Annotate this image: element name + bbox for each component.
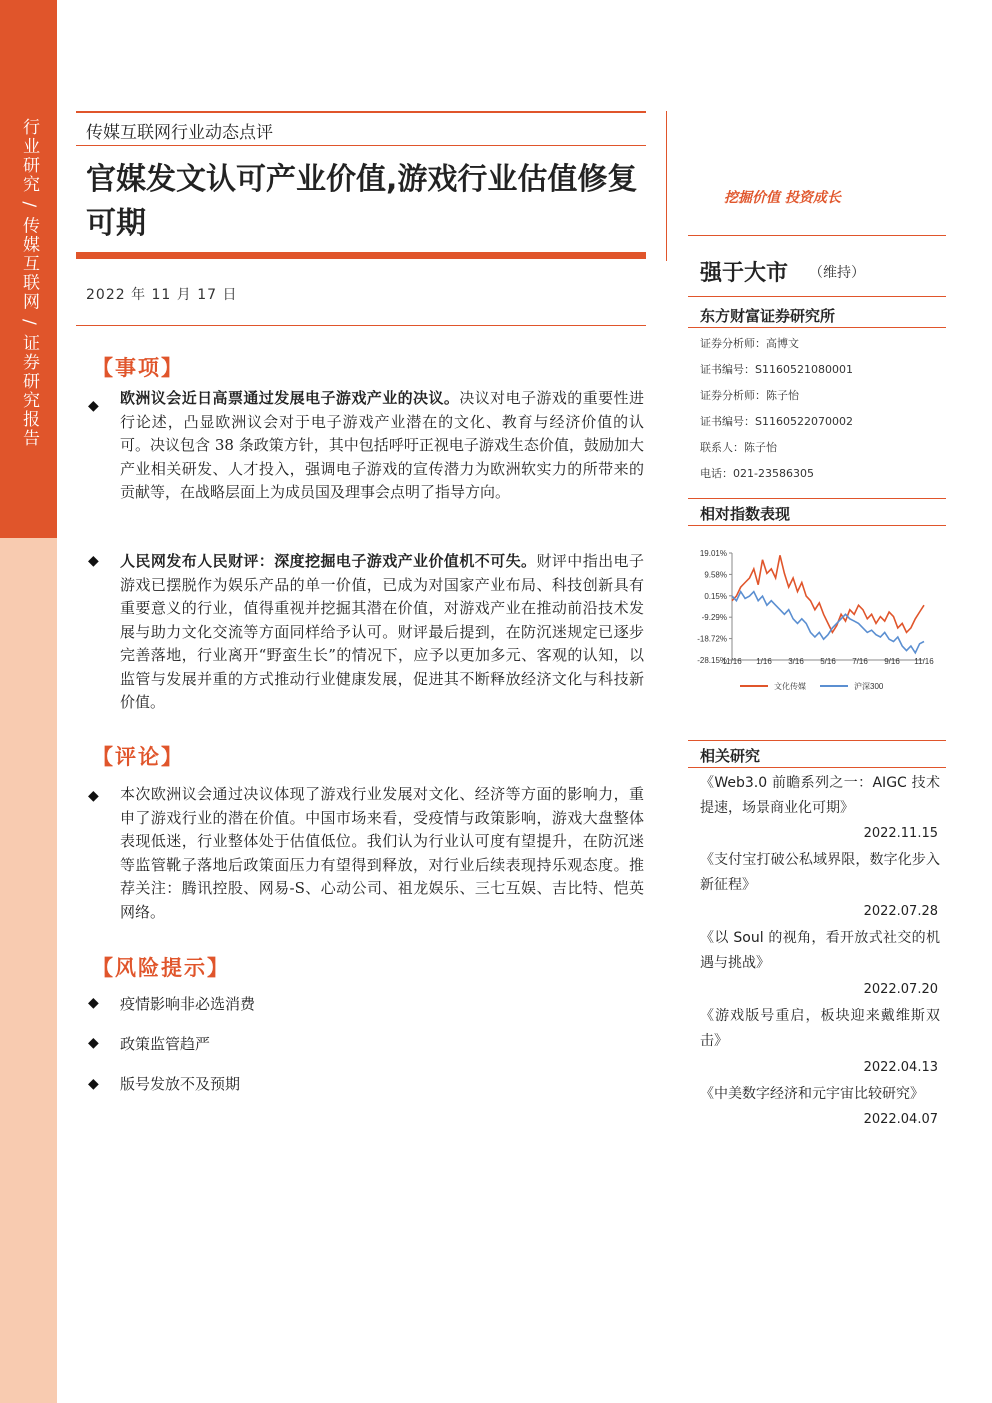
analyst-1: 证券分析师：高博文 xyxy=(700,337,799,350)
comment-paragraph: 本次欧洲议会通过决议体现了游戏行业发展对文化、经济等方面的影响力，重申了游戏行业的潜在价值。中国市场来看，受疫情与政策影响，游戏大盘整体表现低迷，行业整体处于估值低位。我们认为行业认可度有望提升，在防沉迷等监管靴子落地后政策面压力有望得到释放，对行业后续表现持乐观态度。推荐关注：腾讯控股、网易-S、心动公司、祖龙娱乐、三七互娱、吉比特、恺英网络。 xyxy=(120,785,644,921)
y-tick-label: 9.58% xyxy=(704,570,727,580)
report-title: 官媒发文认可产业价值,游戏行业估值修复可期 xyxy=(86,162,638,241)
related-report-title[interactable]: 《支付宝打破公私域界限，数字化步入新征程》 xyxy=(700,852,940,893)
series-line-media xyxy=(732,555,924,632)
bullet-icon: ◆ xyxy=(88,1076,99,1092)
item2-lead: 人民网发布人民财评：深度挖掘电子游戏产业价值机不可失。 xyxy=(120,552,537,570)
related-rule-bottom xyxy=(688,767,946,768)
y-tick-label: 19.01% xyxy=(699,549,727,558)
contact: 联系人：陈子怡 xyxy=(700,441,777,454)
bullet-icon: ◆ xyxy=(88,788,99,804)
y-tick-label: 0.15% xyxy=(704,591,727,601)
item1-paragraph xyxy=(120,387,644,505)
column-divider xyxy=(666,111,667,261)
report-type: 传媒互联网行业动态点评 xyxy=(86,123,273,143)
item2-paragraph xyxy=(120,550,644,715)
related-report-title[interactable]: 《以 Soul 的视角，看开放式社交的机遇与挑战》 xyxy=(700,930,940,971)
rating-rule-top xyxy=(688,235,946,236)
report-date: 2022 年 11 月 17 日 xyxy=(86,287,238,303)
risk-item: 疫情影响非必选消费 xyxy=(120,995,256,1013)
x-tick-label: 11/16 xyxy=(722,657,742,666)
slogan: 挖掘价值 投资成长 xyxy=(724,190,841,206)
bullet-icon: ◆ xyxy=(88,995,99,1011)
sidebar-label: 行业研究 / 传媒互联网 / 证券研究报告 xyxy=(19,118,39,449)
related-heading: 相关研究 xyxy=(700,747,761,765)
institute-name: 东方财富证券研究所 xyxy=(700,307,836,325)
related-report-date: 2022.11.15 xyxy=(863,826,938,841)
risk-item: 版号发放不及预期 xyxy=(120,1075,241,1093)
chart-svg xyxy=(688,540,946,705)
x-tick-label: 3/16 xyxy=(788,657,804,666)
bullet-icon: ◆ xyxy=(88,398,99,414)
relative-index-chart xyxy=(688,540,946,705)
title-bar xyxy=(76,252,646,259)
risk-item: 政策监管趋严 xyxy=(120,1035,211,1053)
cert-1: 证书编号：S1160521080001 xyxy=(700,363,853,376)
chart-rule-top xyxy=(688,498,946,499)
rating-status: （维持） xyxy=(809,265,865,281)
related-report-title[interactable]: 《中美数字经济和元宇宙比较研究》 xyxy=(700,1086,924,1102)
bullet-icon: ◆ xyxy=(88,553,99,569)
sidebar-accent-bottom xyxy=(0,538,57,1403)
related-report-date: 2022.07.28 xyxy=(863,904,938,919)
section-heading-comment: 【评论】 xyxy=(92,745,184,769)
section-heading-risk: 【风险提示】 xyxy=(92,956,230,980)
related-report-title[interactable]: 《游戏版号重启，板块迎来戴维斯双击》 xyxy=(700,1008,940,1049)
x-tick-label: 7/16 xyxy=(852,657,868,666)
institute-rule xyxy=(688,327,946,328)
y-tick-label: -18.72% xyxy=(697,634,727,644)
cert-2: 证书编号：S1160522070002 xyxy=(700,415,853,428)
y-tick-label: -28.15% xyxy=(697,656,727,665)
bullet-icon: ◆ xyxy=(88,1035,99,1051)
date-rule xyxy=(76,325,646,326)
phone: 电话：021-23586305 xyxy=(700,467,814,480)
chart-heading: 相对指数表现 xyxy=(700,505,791,523)
related-report-date: 2022.04.13 xyxy=(863,1060,938,1075)
chart-rule-bottom xyxy=(688,525,946,526)
item1-body: 决议对电子游戏的重要性进行论述，凸显欧洲议会对于电子游戏产业潜在的文化、教育与经济价值的认可。决议包含 38 条政策方针，其中包括呼吁正视电子游戏生态价值，鼓励加大产业相关研发、人才投入，强调电子游戏的宣传潜力为欧洲软实力的所带来的贡献等，在战略层面上为成员国及理事会点明了指导方向。 xyxy=(120,389,644,501)
x-tick-label: 1/16 xyxy=(756,657,772,666)
item1-lead: 欧洲议会近日高票通过发展电子游戏产业的决议。 xyxy=(120,389,460,407)
x-tick-label: 5/16 xyxy=(820,657,836,666)
legend-label: 文化传媒 xyxy=(774,682,806,691)
rating-rule-bottom xyxy=(688,296,946,297)
rating: 强于大市 xyxy=(700,261,789,286)
header-rule-bottom xyxy=(76,145,646,146)
x-tick-label: 9/16 xyxy=(884,657,900,666)
section-heading-items: 【事项】 xyxy=(92,356,184,380)
analyst-2: 证券分析师：陈子怡 xyxy=(700,389,799,402)
related-report-date: 2022.04.07 xyxy=(863,1112,938,1127)
related-report-date: 2022.07.20 xyxy=(863,982,938,997)
related-rule-top xyxy=(688,740,946,741)
header-rule-top xyxy=(76,111,646,113)
item2-body: 财评中指出电子游戏已摆脱作为娱乐产品的单一价值，已成为对国家产业布局、科技创新具有重要意义的行业，值得重视并挖掘其潜在价值，对游戏产业在推动前沿技术发展与助力文化交流等方面同样给予认可。财评最后提到，在防沉迷规定已逐步完善落地，行业离开“野蛮生长”的情况下，应予以更加多元、客观的认知，以监管与发展并重的方式推动行业健康发展，促进其不断释放经济文化与科技新价值。 xyxy=(120,552,644,711)
legend-label: 沪深300 xyxy=(854,682,884,691)
x-tick-label: 11/16 xyxy=(914,657,934,666)
related-report-title[interactable]: 《Web3.0 前瞻系列之一：AIGC 技术提速，场景商业化可期》 xyxy=(700,775,940,816)
y-tick-label: -9.29% xyxy=(701,613,727,623)
